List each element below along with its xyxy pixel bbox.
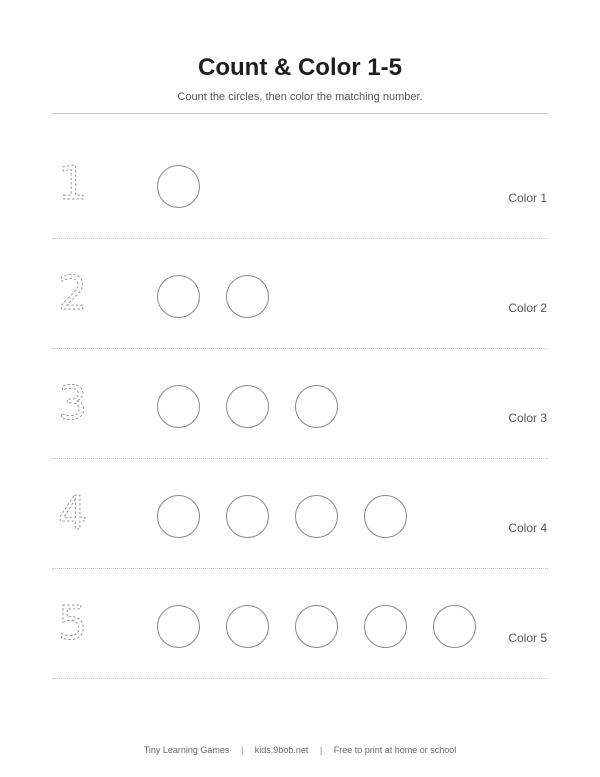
count-row — [52, 459, 548, 569]
count-row — [52, 239, 548, 349]
color-label: Color 4 — [508, 521, 547, 535]
row-divider — [52, 678, 548, 679]
count-circle[interactable] — [157, 385, 200, 428]
trace-number[interactable] — [56, 379, 92, 427]
count-circle[interactable] — [226, 385, 269, 428]
trace-number[interactable] — [56, 489, 92, 537]
worksheet-title: Count & Color 1-5 — [198, 54, 402, 81]
count-circle[interactable] — [364, 495, 407, 538]
count-circle[interactable] — [295, 385, 338, 428]
count-circle[interactable] — [157, 275, 200, 318]
footer-publisher: Tiny Learning Games — [143, 745, 230, 755]
footer-note: Free to print at home or school — [333, 745, 457, 755]
footer-separator: | — [240, 745, 244, 755]
count-row — [52, 349, 548, 459]
count-circle[interactable] — [364, 605, 407, 648]
footer-site: kids.9bob.net — [254, 745, 309, 755]
trace-number[interactable] — [56, 159, 92, 207]
svg-text:4: 4 — [58, 489, 88, 537]
count-circle[interactable] — [226, 605, 269, 648]
count-circle[interactable] — [226, 275, 269, 318]
worksheet-instructions: Count the circles, then color the matching number. — [177, 91, 423, 103]
page-footer — [0, 745, 600, 755]
color-label: Color 5 — [508, 631, 547, 645]
count-circle[interactable] — [295, 605, 338, 648]
color-label: Color 1 — [508, 191, 547, 205]
footer-separator: | — [319, 745, 323, 755]
count-row — [52, 569, 548, 679]
count-circle[interactable] — [157, 495, 200, 538]
count-circle[interactable] — [226, 495, 269, 538]
svg-text:5: 5 — [58, 599, 88, 647]
count-circle[interactable] — [433, 605, 476, 648]
trace-number[interactable] — [56, 269, 92, 317]
count-circle[interactable] — [157, 605, 200, 648]
count-row — [52, 129, 548, 239]
svg-text:1: 1 — [58, 159, 88, 207]
count-circle[interactable] — [295, 495, 338, 538]
svg-text:2: 2 — [58, 269, 88, 317]
trace-number[interactable] — [56, 599, 92, 647]
color-label: Color 2 — [508, 301, 547, 315]
count-circle[interactable] — [157, 165, 200, 208]
color-label: Color 3 — [508, 411, 547, 425]
header-divider — [52, 113, 548, 114]
svg-text:3: 3 — [58, 379, 88, 427]
